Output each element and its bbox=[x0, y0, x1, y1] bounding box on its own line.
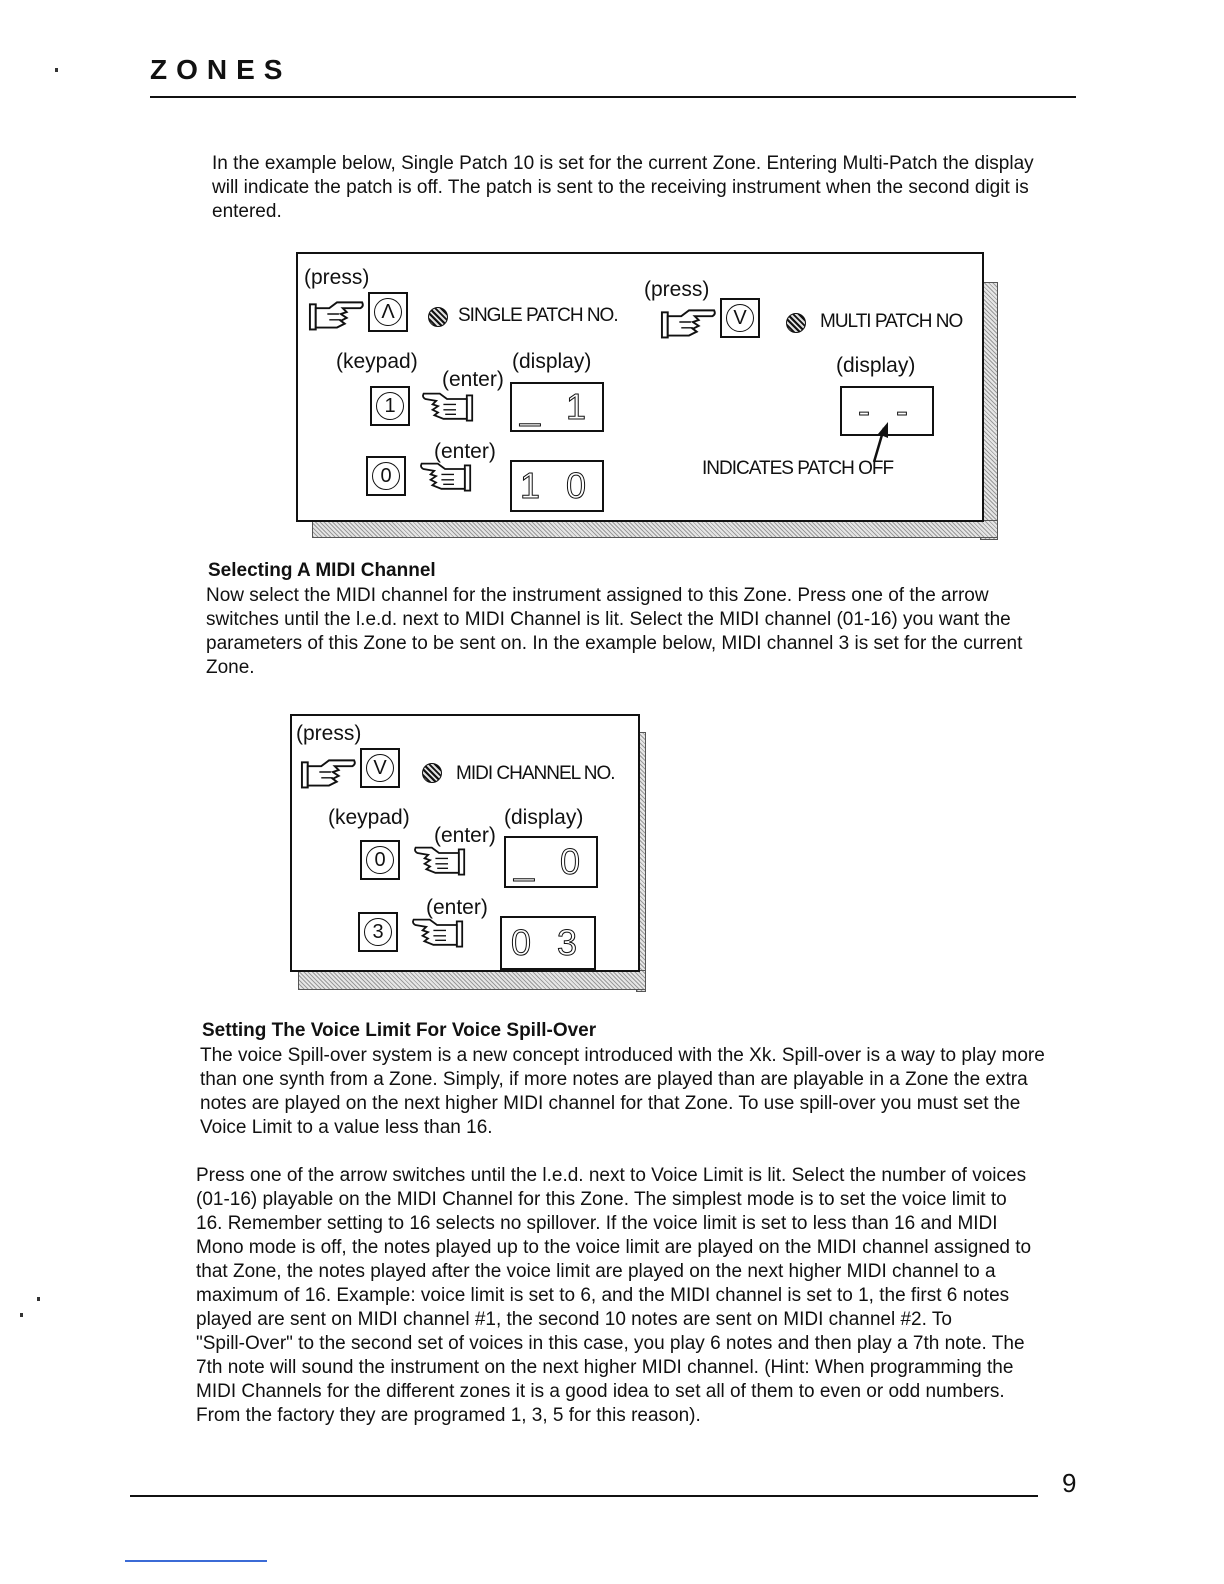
keypad-label: (keypad) bbox=[328, 806, 410, 829]
multi-patch-led bbox=[786, 313, 806, 333]
footer-rule bbox=[130, 1495, 1038, 1497]
enter-label: (enter) bbox=[442, 368, 504, 391]
scan-edge-line bbox=[125, 1560, 267, 1562]
single-patch-led bbox=[428, 307, 448, 327]
single-patch-label: SINGLE PATCH NO. bbox=[458, 305, 618, 326]
down-arrow-icon: V bbox=[726, 304, 754, 332]
scan-mark bbox=[37, 1297, 40, 1301]
indicates-patch-off-label: INDICATES PATCH OFF bbox=[702, 458, 894, 479]
press-label: (press) bbox=[644, 278, 710, 301]
keypad-key-0[interactable] bbox=[366, 456, 406, 496]
section-heading: Setting The Voice Limit For Voice Spill-Over bbox=[202, 1020, 597, 1041]
section-heading: Selecting A MIDI Channel bbox=[208, 560, 436, 581]
hand-enter-icon bbox=[406, 844, 472, 880]
display-readout: 0 3 bbox=[500, 916, 596, 970]
press-label: (press) bbox=[296, 722, 362, 745]
keypad-key-1[interactable] bbox=[370, 386, 410, 426]
midi-channel-led bbox=[422, 763, 442, 783]
enter-label: (enter) bbox=[434, 824, 496, 847]
display-readout-off: - - bbox=[840, 386, 934, 436]
down-arrow-icon: V bbox=[366, 754, 394, 782]
scan-mark bbox=[20, 1313, 23, 1317]
panel-shadow-bottom bbox=[298, 970, 646, 990]
hand-press-icon bbox=[308, 294, 366, 334]
enter-label: (enter) bbox=[426, 896, 488, 919]
enter-label: (enter) bbox=[434, 440, 496, 463]
keypad-key-0[interactable] bbox=[360, 840, 400, 880]
header-rule bbox=[150, 96, 1076, 98]
up-arrow-icon: Λ bbox=[374, 298, 402, 326]
keypad-key-3[interactable] bbox=[358, 912, 398, 952]
hand-enter-icon bbox=[412, 460, 478, 496]
midi-channel-label: MIDI CHANNEL NO. bbox=[456, 763, 615, 784]
digit-0-icon: 0 bbox=[372, 462, 400, 490]
digit-0-icon: 0 bbox=[366, 846, 394, 874]
hand-enter-icon bbox=[404, 916, 470, 952]
display-readout: _ 1 bbox=[510, 382, 604, 432]
down-arrow-key[interactable] bbox=[720, 298, 760, 338]
multi-patch-label: MULTI PATCH NO bbox=[820, 311, 963, 332]
hand-press-icon bbox=[660, 302, 718, 342]
keypad-label: (keypad) bbox=[336, 350, 418, 373]
hand-press-icon bbox=[300, 752, 358, 792]
midi-channel-paragraph: Now select the MIDI channel for the instrument assigned to this Zone. Press one of the arrow switches until the l.e.d. next to MIDI Channel is lit. Select the MIDI channel (01-16) you want the parameters of this Zone to be sent on. In the example below, MIDI channel 3 is set for the current Zone. bbox=[206, 585, 1023, 678]
display-label: (display) bbox=[836, 354, 916, 377]
display-label: (display) bbox=[512, 350, 592, 373]
press-label: (press) bbox=[304, 266, 370, 289]
down-arrow-key[interactable] bbox=[360, 748, 400, 788]
intro-paragraph: In the example below, Single Patch 10 is set for the current Zone. Entering Multi-Patch the display will indicate the patch is off. The patch is sent to the receiving instrument when the second digit is entered. bbox=[212, 153, 1034, 222]
up-arrow-key[interactable] bbox=[368, 292, 408, 332]
hand-enter-icon bbox=[414, 390, 480, 426]
display-readout: 1 0 bbox=[510, 460, 604, 512]
display-label: (display) bbox=[504, 806, 584, 829]
voice-limit-paragraph: Press one of the arrow switches until the l.e.d. next to Voice Limit is lit. Select the number of voices (01-16) playable on the MIDI Channel for this Zone. The simplest mode is to set the voice limit to 16. Remember setting to 16 selects no spillover. If the voice limit is set to less than 16 and MIDI Mono mode is off, the notes played up to the voice limit are played on the MIDI channel assigned to that Zone, the notes played after the voice limit are played on the next higher MIDI channel to a maximum of 16. Example: voice limit is set to 6, and the MIDI channel is set to 1, the first 6 notes played are sent on MIDI channel #1, the second 10 notes are sent on MIDI channel #2. To "Spill-Over" to the second set of voices in this case, you play 6 notes and then play a 7th note. The 7th note will sound the instrument on the next higher MIDI channel. (Hint: When programming the MIDI Channels for the different zones it is a good idea to set all of them to even or odd numbers. From the factory they are programed 1, 3, 5 for this reason). bbox=[196, 1165, 1032, 1426]
digit-1-icon: 1 bbox=[376, 392, 404, 420]
panel-shadow-bottom bbox=[312, 520, 998, 538]
page-title: ZONES bbox=[150, 54, 292, 85]
scan-mark bbox=[55, 68, 58, 72]
digit-3-icon: 3 bbox=[364, 918, 392, 946]
page-number: 9 bbox=[1062, 1468, 1077, 1498]
voice-spillover-paragraph: The voice Spill-over system is a new concept introduced with the Xk. Spill-over is a way to play more than one synth from a Zone. Simply, if more notes are played than are playable in a Zone the extra notes are played on the next higher MIDI channel for that Zone. To use spill-over you must set the Voice Limit to a value less than 16. bbox=[200, 1045, 1045, 1138]
display-readout: _ 0 bbox=[504, 836, 598, 888]
